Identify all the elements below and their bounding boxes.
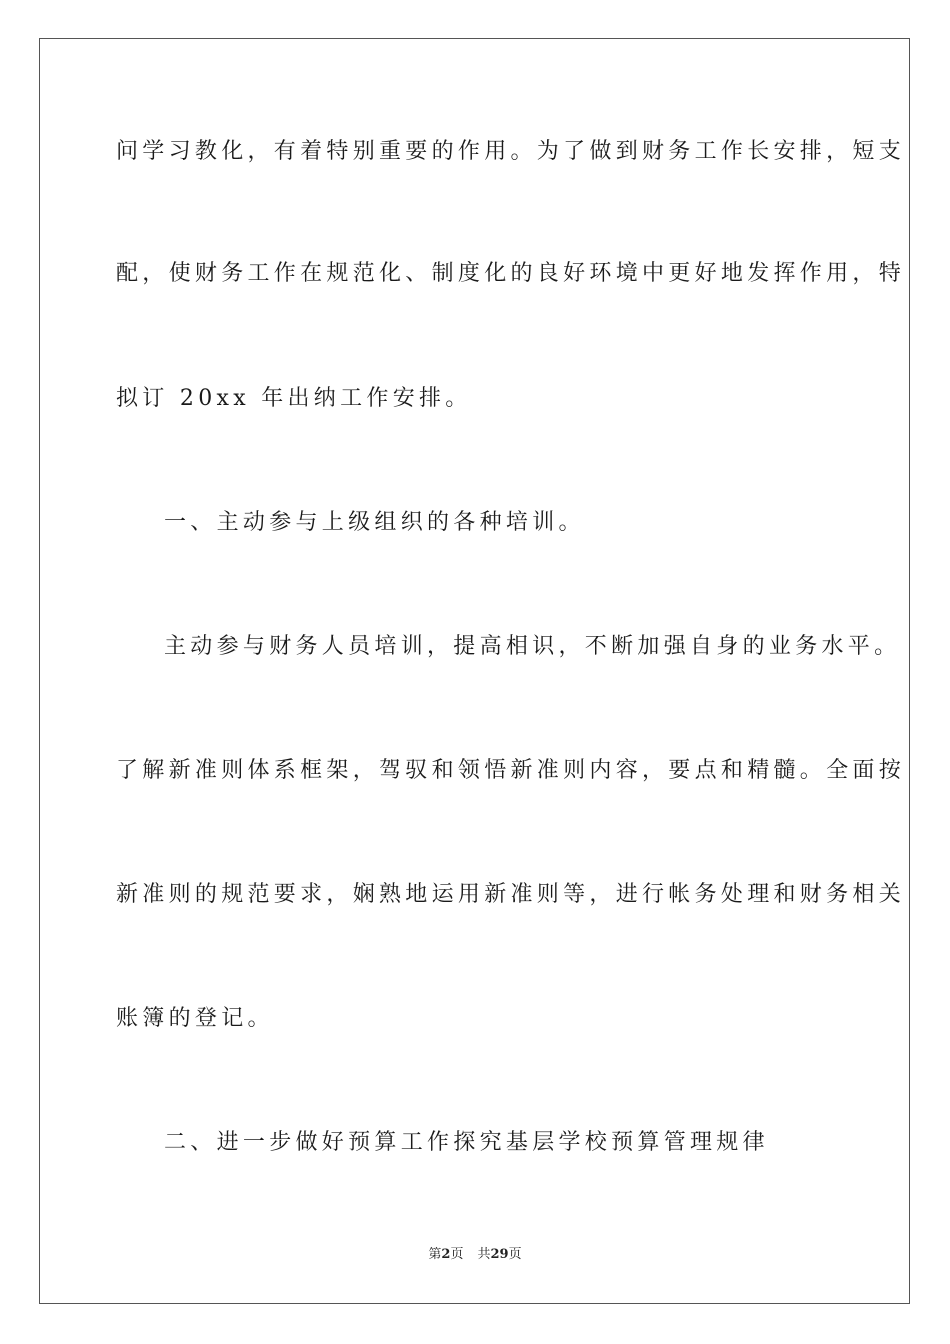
page-border bbox=[39, 38, 910, 1304]
footer-total-suffix: 页 bbox=[508, 1247, 522, 1262]
footer-page-prefix: 第 bbox=[428, 1247, 442, 1262]
footer-page-number: 2 bbox=[441, 1247, 451, 1262]
text-line-7: 新准则的规范要求，娴熟地运用新准则等，进行帐务处理和财务相关 bbox=[116, 882, 906, 907]
section-heading-2: 二、进一步做好预算工作探究基层学校预算管理规律 bbox=[164, 1130, 769, 1155]
text-line-3: 拟订 20xx 年出纳工作安排。 bbox=[116, 386, 472, 411]
page-footer bbox=[0, 1246, 950, 1264]
text-line-5: 主动参与财务人员培训，提高相识，不断加强自身的业务水平。 bbox=[164, 634, 901, 659]
text-line-2: 配，使财务工作在规范化、制度化的良好环境中更好地发挥作用，特 bbox=[116, 261, 906, 286]
footer-total-pages: 29 bbox=[490, 1247, 509, 1262]
footer-total-prefix: 共 bbox=[477, 1247, 491, 1262]
footer-page-suffix: 页 bbox=[450, 1247, 464, 1262]
text-line-6: 了解新准则体系框架，驾驭和领悟新准则内容，要点和精髓。全面按 bbox=[116, 758, 906, 783]
text-line-8: 账簿的登记。 bbox=[116, 1006, 274, 1031]
text-line-1: 问学习教化，有着特别重要的作用。为了做到财务工作长安排，短支 bbox=[116, 139, 906, 164]
section-heading-1: 一、主动参与上级组织的各种培训。 bbox=[164, 510, 585, 535]
